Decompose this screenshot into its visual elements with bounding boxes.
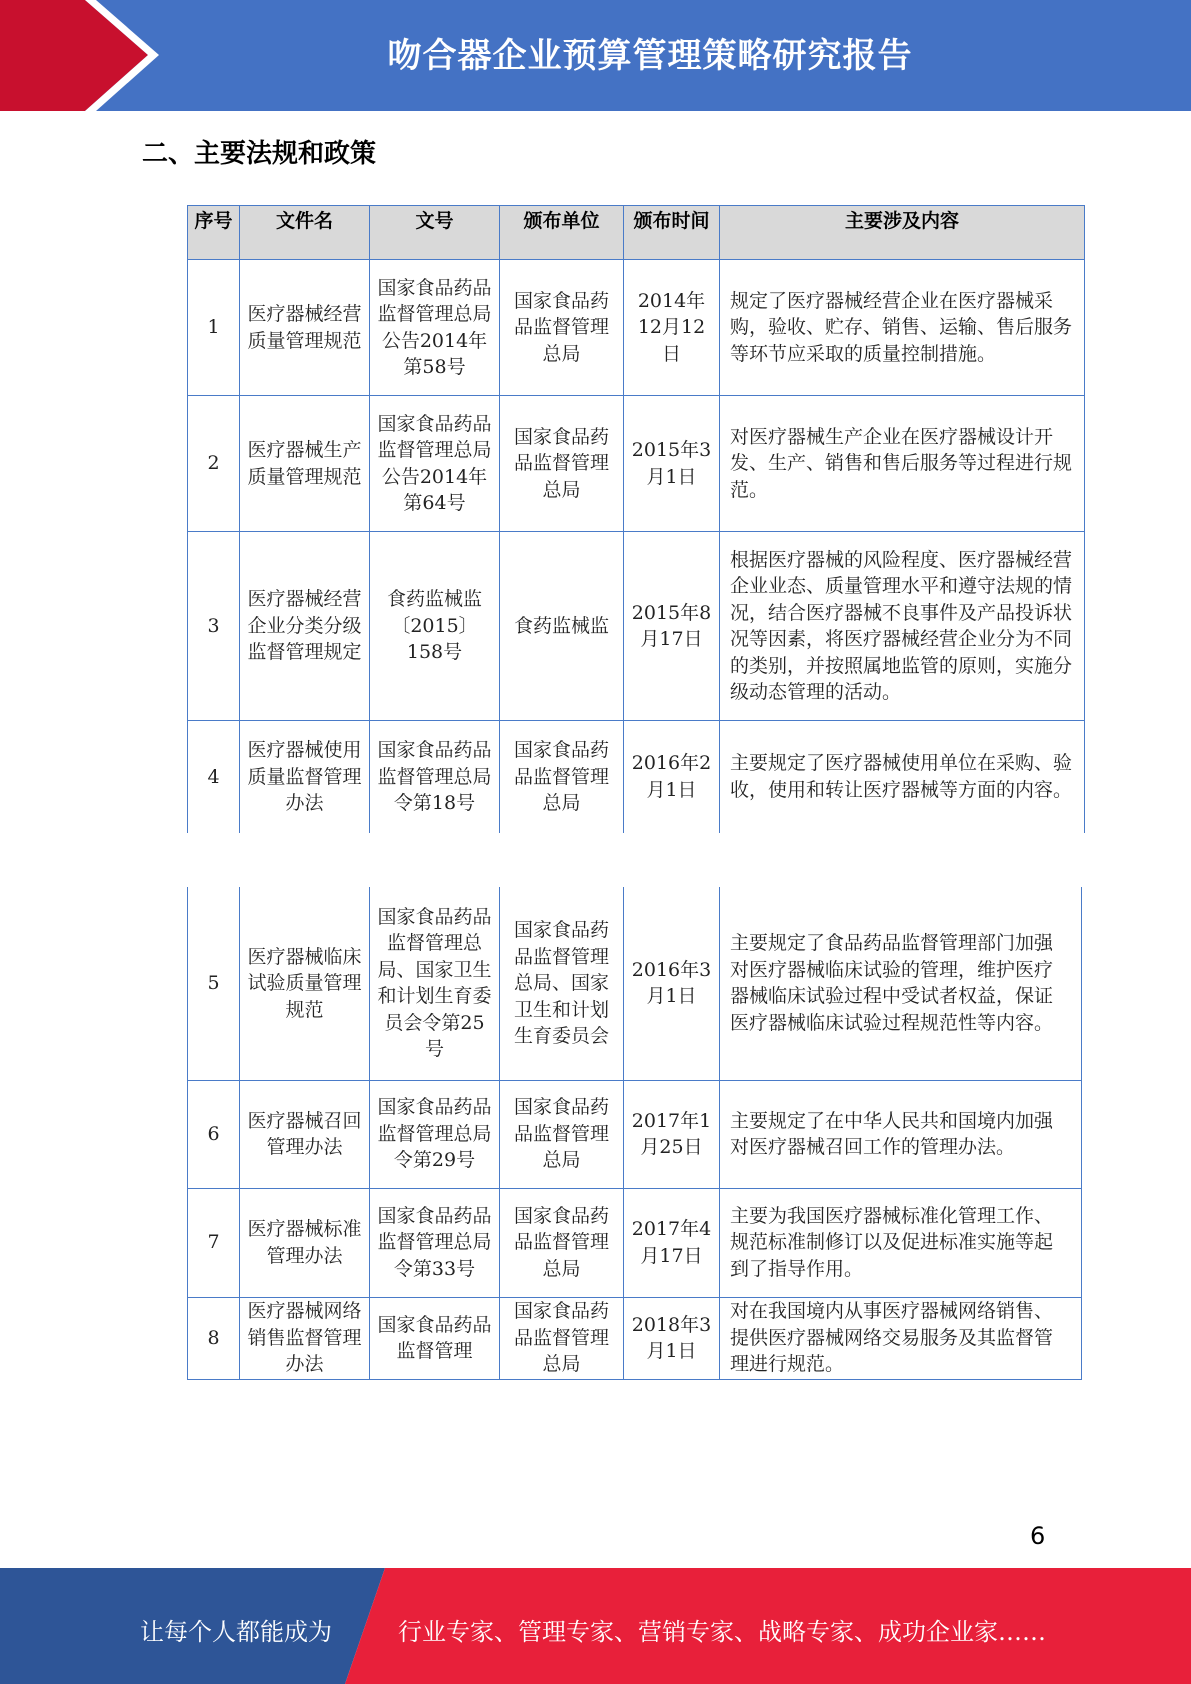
table-row [188,1297,1082,1379]
document-name: 医疗器械网络销售监督管理办法 [240,1297,370,1379]
issuing-authority: 国家食品药品监督管理总局 [500,1297,624,1379]
main-content: 主要为我国医疗器械标准化管理工作、规范标准制修订以及促进标准实施等起到了指导作用。 [720,1188,1082,1297]
main-content: 对医疗器械生产企业在医疗器械设计开发、生产、销售和售后服务等过程进行规范。 [720,396,1085,532]
issue-date: 2018年3月1日 [624,1297,720,1379]
main-content: 对在我国境内从事医疗器械网络销售、提供医疗器械网络交易服务及其监督管理进行规范。 [720,1297,1082,1379]
main-content: 根据医疗器械的风险程度、医疗器械经营企业业态、质量管理水平和遵守法规的情况，结合医疗器械不良事件及产品投诉状况等因素，将医疗器械经营企业分为不同的类别，并按照属地监管的原则，实施分级动态管理的活动。 [720,532,1085,721]
document-name: 医疗器械经营企业分类分级监督管理规定 [240,532,370,721]
document-name: 医疗器械标准管理办法 [240,1188,370,1297]
table-row [188,532,1085,721]
issue-date: 2017年1月25日 [624,1080,720,1188]
column-header: 文件名 [240,206,370,260]
footer-slogan-right: 行业专家、管理专家、营销专家、战略专家、成功企业家…… [398,1618,1046,1646]
document-number: 国家食品药品监督管理总局令第18号 [370,721,500,833]
table-row [188,887,1082,1080]
table-row [188,1080,1082,1188]
document-number: 国家食品药品监督管理 [370,1297,500,1379]
row-number: 4 [188,721,240,833]
column-header: 颁布时间 [624,206,720,260]
issue-date: 2015年8月17日 [624,532,720,721]
column-header: 文号 [370,206,500,260]
section-title: 二、主要法规和政策 [142,139,377,169]
main-content: 规定了医疗器械经营企业在医疗器械采购，验收、贮存、销售、运输、售后服务等环节应采取的质量控制措施。 [720,260,1085,396]
issue-date: 2014年12月12日 [624,260,720,396]
regulations-table-part-2 [187,887,1082,1380]
row-number: 7 [188,1188,240,1297]
document-number: 国家食品药品监督管理总局令第29号 [370,1080,500,1188]
row-number: 2 [188,396,240,532]
row-number: 8 [188,1297,240,1379]
document-name: 医疗器械经营质量管理规范 [240,260,370,396]
issuing-authority: 国家食品药品监督管理总局、国家卫生和计划生育委员会 [500,887,624,1080]
row-number: 6 [188,1080,240,1188]
document-name: 医疗器械召回管理办法 [240,1080,370,1188]
column-header: 颁布单位 [500,206,624,260]
row-number: 1 [188,260,240,396]
document-name: 医疗器械临床试验质量管理规范 [240,887,370,1080]
issuing-authority: 国家食品药品监督管理总局 [500,721,624,833]
column-header: 序号 [188,206,240,260]
row-number: 5 [188,887,240,1080]
header-banner [0,0,1191,111]
issuing-authority: 国家食品药品监督管理总局 [500,1188,624,1297]
main-content: 主要规定了食品药品监督管理部门加强对医疗器械临床试验的管理，维护医疗器械临床试验过程中受试者权益，保证医疗器械临床试验过程规范性等内容。 [720,887,1082,1080]
regulations-table-part-1 [187,205,1085,833]
report-title: 吻合器企业预算管理策略研究报告 [387,36,913,76]
row-number: 3 [188,532,240,721]
document-number: 国家食品药品监督管理总局公告2014年第64号 [370,396,500,532]
document-name: 医疗器械生产质量管理规范 [240,396,370,532]
issue-date: 2015年3月1日 [624,396,720,532]
page-number: 6 [1030,1522,1046,1550]
document-name: 医疗器械使用质量监督管理办法 [240,721,370,833]
issuing-authority: 国家食品药品监督管理总局 [500,1080,624,1188]
issuing-authority: 国家食品药品监督管理总局 [500,396,624,532]
table-row [188,721,1085,833]
main-content: 主要规定了在中华人民共和国境内加强对医疗器械召回工作的管理办法。 [720,1080,1082,1188]
document-number: 国家食品药品监督管理总局令第33号 [370,1188,500,1297]
document-number: 国家食品药品监督管理总局公告2014年第58号 [370,260,500,396]
table-row [188,1188,1082,1297]
main-content: 主要规定了医疗器械使用单位在采购、验收，使用和转让医疗器械等方面的内容。 [720,721,1085,833]
issue-date: 2017年4月17日 [624,1188,720,1297]
footer-banner [0,1568,1191,1684]
column-header: 主要涉及内容 [720,206,1085,260]
document-number: 国家食品药品监督管理总局、国家卫生和计划生育委员会令第25号 [370,887,500,1080]
issuing-authority: 国家食品药品监督管理总局 [500,260,624,396]
table-row [188,396,1085,532]
issuing-authority: 食药监械监 [500,532,624,721]
table-header-row [188,206,1085,260]
issue-date: 2016年3月1日 [624,887,720,1080]
issue-date: 2016年2月1日 [624,721,720,833]
footer-slogan-left: 让每个人都能成为 [140,1618,332,1646]
table-row [188,260,1085,396]
document-number: 食药监械监〔2015〕158号 [370,532,500,721]
